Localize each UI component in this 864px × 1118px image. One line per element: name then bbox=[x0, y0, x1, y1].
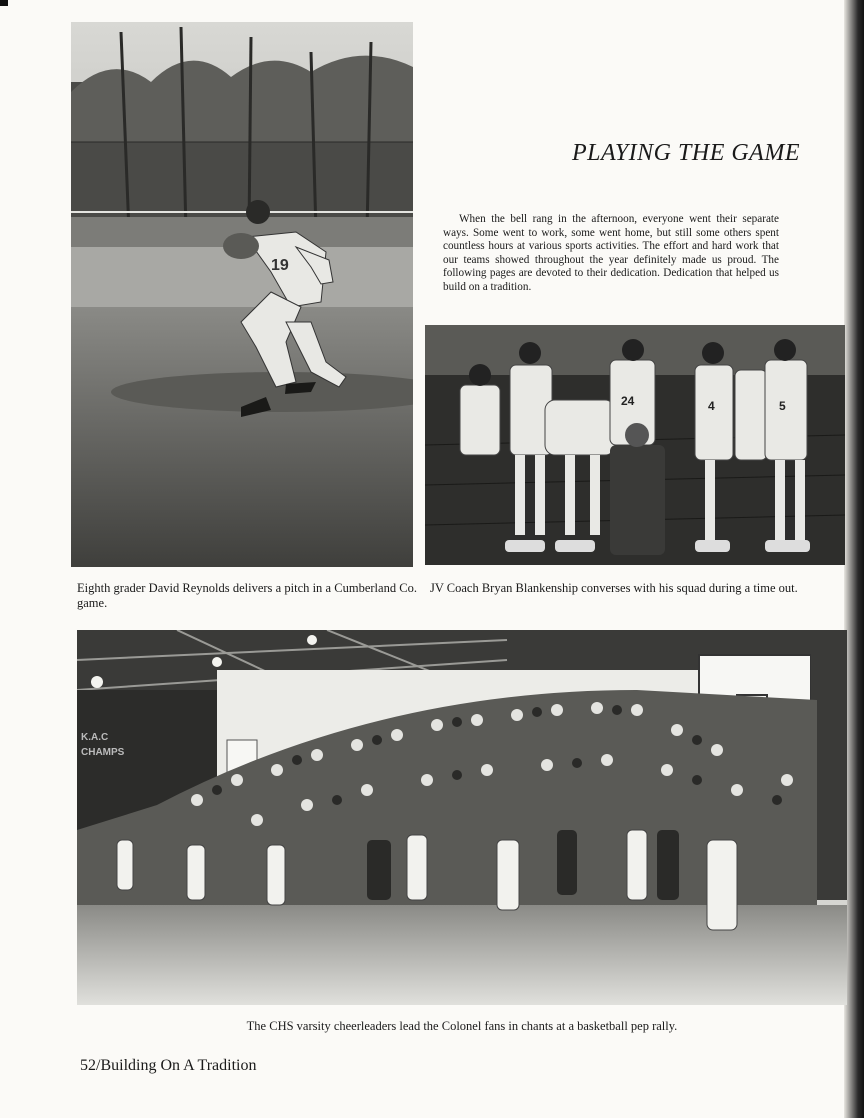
team-jersey-number-3: 5 bbox=[779, 399, 786, 413]
team-photo-art bbox=[425, 325, 845, 565]
banner-line-1: K.A.C bbox=[81, 732, 109, 743]
page-title: PLAYING THE GAME bbox=[571, 140, 800, 166]
pitcher-jersey-number: 19 bbox=[271, 257, 289, 274]
pep-rally-photo-caption: The CHS varsity cheerleaders lead the Colonel fans in chants at a basketball pep rally. bbox=[246, 1019, 678, 1033]
pitcher-photo-caption: Eighth grader David Reynolds delivers a pitch in a Cumberland Co. game. bbox=[77, 581, 417, 610]
pitcher-photo-art bbox=[71, 22, 413, 567]
team-jersey-number-1: 24 bbox=[621, 394, 635, 408]
pitcher-photo bbox=[71, 22, 413, 567]
pep-rally-photo bbox=[77, 630, 847, 1005]
page-corner-mark bbox=[0, 0, 8, 6]
page-number-footer: 52/Building On A Tradition bbox=[80, 1057, 257, 1074]
pep-rally-photo-art bbox=[77, 630, 847, 1005]
team-photo bbox=[425, 325, 845, 565]
intro-paragraph: When the bell rang in the afternoon, everyone went their separate ways. Some went to work, some went home, but still some others spent countless hours at various sports activities. The effort and hard work that our teams showed throughout the year definitely made us proud. The following pages are devoted to their dedication. Dedication that helped us build on a tradition. bbox=[443, 213, 779, 293]
page-binding-edge bbox=[844, 0, 864, 1118]
team-photo-caption: JV Coach Bryan Blankenship converses with his squad during a time out. bbox=[430, 581, 798, 595]
team-jersey-number-2: 4 bbox=[708, 399, 715, 413]
banner-line-2: CHAMPS bbox=[81, 747, 125, 758]
